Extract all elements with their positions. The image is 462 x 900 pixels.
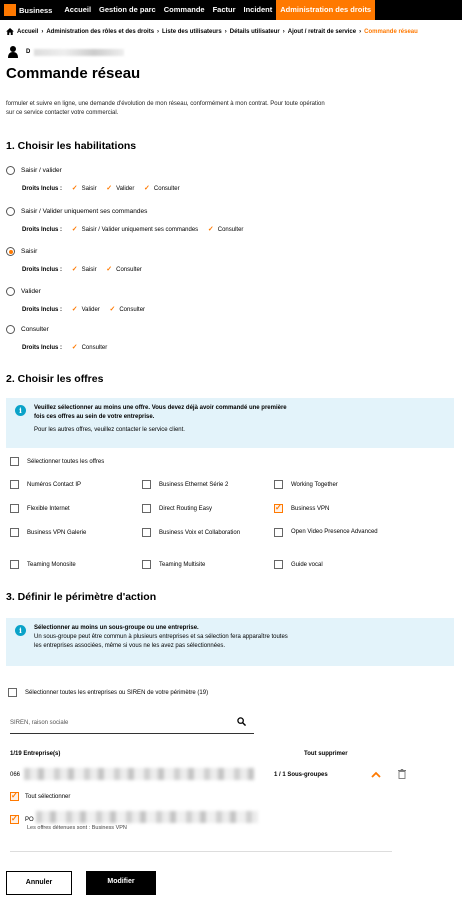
checkbox-checked[interactable] [274, 504, 283, 513]
delete-all-link[interactable]: Tout supprimer [304, 751, 348, 757]
right-item: Saisir [81, 267, 97, 273]
checkbox-label: Guide vocal [291, 561, 323, 568]
checkbox[interactable] [10, 560, 19, 569]
company-count: 1/19 Entreprise(s) [10, 751, 61, 757]
chevron-right-icon: › [359, 28, 362, 35]
rights-label: Droits Inclus : [22, 227, 63, 233]
radio-button[interactable] [6, 325, 15, 334]
rights-valider [22, 305, 153, 313]
check-icon: ✓ [71, 185, 78, 192]
nav-commande[interactable]: Commande [163, 5, 205, 14]
radio-label: Valider [21, 288, 41, 295]
offer-teaming-monosite[interactable] [10, 560, 127, 569]
radio-label: Saisir [21, 248, 38, 255]
company-code: 066 [10, 772, 21, 778]
offer-numeros-contact-ip[interactable] [10, 480, 127, 489]
nav-active-label: Administration des droits [280, 5, 372, 14]
check-icon: ✓ [71, 266, 78, 273]
checkbox[interactable] [142, 528, 151, 537]
brand-label: Business [19, 5, 53, 15]
rights-saisir-valider-uniquement [22, 225, 251, 233]
info-strong-line-1: Veuillez sélectionner au moins une offre. Vous devez déjà avoir commandé une première [34, 405, 287, 411]
intro-line-1: formuler et suivre en ligne, une demande d'évolution de mon réseau, conformément à mon contrat. Pour toute opération [6, 101, 325, 107]
check-icon: ✓ [207, 226, 214, 233]
radio-button[interactable] [6, 207, 15, 216]
right-item: Consulter [81, 345, 108, 351]
right-item: Saisir / Valider uniquement ses commandes [81, 227, 199, 233]
rights-saisir [22, 265, 150, 273]
info-icon: i [15, 625, 26, 636]
checkbox-label: Working Together [291, 481, 338, 488]
checkbox[interactable] [10, 528, 19, 537]
checkbox-label: Sélectionner toutes les offres [27, 458, 105, 465]
info-text-line-1: Un sous-groupe peut être commun à plusieurs entreprises et sa sélection fera apparaître toutes [34, 634, 288, 640]
right-item: Consulter [116, 267, 142, 273]
checkbox-checked[interactable] [10, 792, 19, 801]
select-all-companies[interactable] [8, 688, 208, 697]
cancel-button[interactable]: Annuler [6, 871, 72, 895]
nav-facture[interactable]: Factur [212, 5, 236, 14]
rights-consulter [22, 343, 115, 351]
right-item: Valider [116, 186, 135, 192]
company-name-redacted [24, 768, 254, 780]
info-text: Pour les autres offres, veuillez contacter le service client. [34, 427, 185, 433]
offer-business-vpn-galerie[interactable] [10, 528, 127, 537]
radio-valider[interactable] [6, 287, 41, 296]
checkbox-label: Tout sélectionner [25, 793, 71, 800]
chevron-right-icon: › [282, 28, 285, 35]
checkbox[interactable] [142, 560, 151, 569]
check-icon: ✓ [106, 266, 113, 273]
user-name-redacted [34, 49, 124, 56]
checkbox[interactable] [8, 688, 17, 697]
user-line [0, 35, 462, 59]
rights-label: Droits Inclus : [22, 345, 63, 351]
offer-business-ethernet[interactable] [142, 480, 259, 489]
right-item: Saisir [81, 186, 97, 192]
trash-icon[interactable] [398, 769, 406, 779]
subgroup-item[interactable] [10, 815, 34, 824]
page-intro [0, 82, 462, 118]
rights-saisir-valider [22, 184, 188, 192]
select-all-subgroups[interactable] [10, 792, 125, 801]
right-item: Consulter [153, 186, 180, 192]
checkbox-label: Open Video Presence Advanced [291, 529, 378, 535]
intro-line-2: sur ce service contacter votre commercial. [6, 110, 119, 116]
checkbox-label: Flexible Internet [27, 505, 70, 512]
home-icon[interactable] [6, 28, 14, 35]
rights-label: Droits Inclus : [22, 186, 63, 192]
check-icon: ✓ [109, 306, 116, 313]
offer-guide-vocal[interactable] [274, 560, 391, 569]
chevron-up-icon[interactable] [371, 771, 381, 778]
breadcrumb-liste-utilisateurs[interactable]: Liste des utilisateurs [162, 28, 222, 35]
radio-label: Saisir / valider [21, 167, 62, 174]
offer-business-vpn[interactable] [274, 504, 391, 513]
check-icon: ✓ [106, 185, 113, 192]
offers-held-text: Les offres détenues sont : Business VPN [27, 825, 127, 831]
rights-label: Droits Inclus : [22, 267, 63, 273]
checkbox-label: Teaming Monosite [27, 561, 76, 568]
breadcrumb-admin-roles[interactable]: Administration des rôles et des droits [46, 28, 155, 35]
checkbox[interactable] [142, 480, 151, 489]
rights-label: Droits Inclus : [22, 307, 63, 313]
info-strong: Sélectionner au moins un sous-groupe ou une entreprise. [34, 625, 199, 631]
checkbox-label: Numéros Contact IP [27, 481, 82, 488]
top-nav [0, 0, 462, 20]
radio-button-selected[interactable] [6, 247, 15, 256]
radio-saisir[interactable] [6, 247, 37, 256]
section-1-title: 1. Choisir les habilitations [6, 140, 137, 152]
section-2-title: 2. Choisir les offres [6, 373, 104, 385]
offer-flexible-internet[interactable] [10, 504, 127, 513]
nav-incident[interactable]: Incident [243, 5, 273, 14]
search-icon[interactable] [237, 717, 246, 726]
user-icon [8, 46, 18, 58]
divider [10, 851, 392, 852]
check-icon: ✓ [71, 306, 78, 313]
check-icon: ✓ [144, 185, 150, 192]
radio-consulter[interactable] [6, 325, 49, 334]
offer-business-voix-collaboration[interactable] [142, 528, 259, 537]
radio-label: Saisir / Valider uniquement ses commandes [21, 208, 148, 215]
nav-accueil[interactable]: Accueil [64, 5, 92, 14]
breadcrumb-current: Commande réseau [364, 28, 418, 35]
search-placeholder: SIREN, raison sociale [10, 720, 69, 726]
offer-working-together[interactable] [274, 480, 391, 489]
checkbox[interactable] [10, 504, 19, 513]
checkbox[interactable] [10, 457, 19, 466]
right-item: Consulter [217, 227, 244, 233]
orange-logo[interactable] [4, 4, 16, 16]
subgroup-prefix: PO [25, 816, 34, 823]
checkbox[interactable] [274, 480, 283, 489]
checkbox[interactable] [10, 480, 19, 489]
right-item: Consulter [119, 307, 146, 313]
check-icon: ✓ [71, 344, 78, 351]
checkbox[interactable] [274, 560, 283, 569]
breadcrumb [0, 20, 462, 35]
radio-label: Consulter [21, 326, 49, 333]
modify-button[interactable]: Modifier [86, 871, 156, 895]
select-all-offers[interactable] [10, 457, 127, 466]
chevron-right-icon: › [41, 28, 44, 35]
checkbox-label: Business VPN [291, 505, 330, 512]
checkbox-checked[interactable] [10, 815, 19, 824]
chevron-right-icon: › [224, 28, 227, 35]
checkbox-label: Sélectionner toutes les entreprises ou SIREN de votre périmètre (19) [25, 689, 209, 696]
offer-direct-routing-easy[interactable] [142, 504, 259, 513]
nav-administration-droits[interactable] [276, 0, 375, 20]
perimeter-info-box [6, 618, 454, 666]
offer-teaming-multisite[interactable] [142, 560, 259, 569]
radio-saisir-valider-uniquement[interactable] [6, 207, 147, 216]
subgroups-count: 1 / 1 Sous-groupes [274, 772, 328, 778]
offer-open-video-presence[interactable] [274, 528, 381, 537]
breadcrumb-details-utilisateur[interactable]: Détails utilisateur [229, 28, 280, 35]
info-text-line-2: les entreprises associées, même si vous ne les avez pas sélectionnées. [34, 643, 226, 649]
checkbox-label: Business Voix et Collaboration [159, 529, 241, 536]
breadcrumb-accueil[interactable]: Accueil [17, 28, 39, 35]
breadcrumb-ajout-retrait[interactable]: Ajout / retrait de service [287, 28, 357, 35]
chevron-right-icon: › [157, 28, 160, 35]
subgroup-name-redacted [36, 811, 258, 823]
nav-gestion-parc[interactable]: Gestion de parc [99, 5, 156, 14]
siren-search-field[interactable] [10, 712, 254, 734]
info-strong-line-2: fois ces offres au sein de votre entreprise. [34, 414, 155, 420]
radio-saisir-valider[interactable] [6, 166, 62, 175]
right-item: Valider [81, 307, 100, 313]
checkbox-label: Business VPN Galerie [27, 529, 87, 536]
info-icon: i [15, 405, 26, 416]
offers-info-box [6, 398, 454, 448]
checkbox[interactable] [274, 528, 283, 537]
user-initials: D [26, 49, 31, 55]
checkbox-label: Direct Routing Easy [159, 505, 213, 512]
checkbox[interactable] [142, 504, 151, 513]
radio-button[interactable] [6, 287, 15, 296]
radio-button[interactable] [6, 166, 15, 175]
page-title: Commande réseau [6, 65, 141, 82]
section-3-title: 3. Définir le périmètre d'action [6, 591, 157, 603]
checkbox-label: Teaming Multisite [159, 561, 206, 568]
checkbox-label: Business Ethernet Série 2 [159, 481, 229, 488]
check-icon: ✓ [71, 226, 78, 233]
